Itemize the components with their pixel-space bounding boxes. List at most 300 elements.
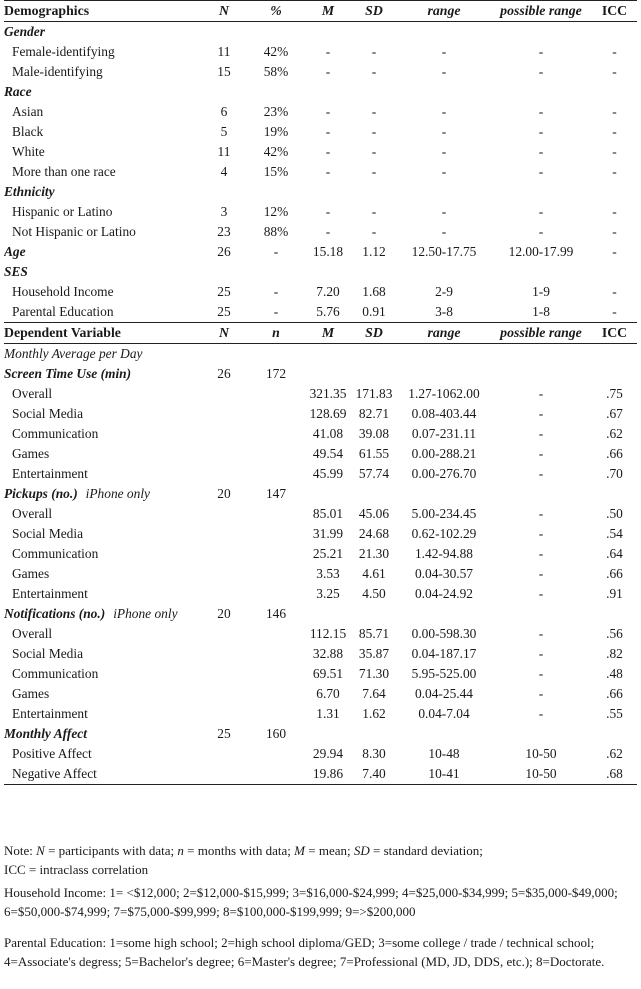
- table-row: [4, 664, 637, 684]
- table-cell: 1.62: [362, 706, 386, 721]
- table-cell: 12%: [263, 204, 289, 219]
- table-cell: [202, 404, 246, 424]
- table-cell: [202, 764, 246, 785]
- table-cell: .68: [592, 764, 637, 785]
- table-cell: 23: [217, 224, 231, 239]
- table-cell: 35.87: [358, 646, 390, 661]
- table-cell: 45.99: [312, 466, 344, 481]
- table-cell: [202, 544, 246, 564]
- note-n-definition: = participants with data;: [44, 843, 178, 858]
- table-cell: 0.04-24.92: [414, 586, 474, 601]
- row-label-text: Not Hispanic or Latino: [12, 224, 136, 239]
- note-small-n-symbol: n: [177, 843, 184, 858]
- table-row: [4, 704, 637, 724]
- table-cell: 0.04-187.17: [411, 646, 477, 661]
- row-label: [4, 202, 202, 222]
- table-cell: [398, 484, 490, 504]
- table-cell: .66: [606, 686, 623, 701]
- table-cell: [398, 724, 490, 744]
- table-cell: -: [371, 224, 377, 239]
- table-cell: 0.04-30.57: [414, 566, 474, 581]
- table-cell: [246, 584, 306, 604]
- table-cell: 39.08: [358, 426, 390, 441]
- table-row: [4, 404, 637, 424]
- table-cell: 321.35: [309, 386, 347, 401]
- row-label: [4, 704, 202, 724]
- table-cell: 5: [220, 124, 228, 139]
- table-cell: -: [441, 224, 447, 239]
- table-row: [4, 122, 637, 142]
- table-cell: [350, 364, 398, 384]
- row-label-text: Age: [4, 244, 26, 259]
- table-cell: -: [612, 44, 617, 59]
- table-cell: -: [325, 224, 331, 239]
- table-cell: -: [538, 446, 544, 461]
- row-label: [4, 242, 202, 262]
- row-label-text: Negative Affect: [12, 766, 97, 781]
- row-label: [4, 62, 202, 82]
- table-cell: -: [538, 426, 544, 441]
- table-cell: 171.83: [355, 386, 393, 401]
- table-cell: 41.08: [312, 426, 344, 441]
- table-cell: 1.31: [316, 706, 340, 721]
- column-header: %: [246, 1, 306, 22]
- table-row: [4, 624, 637, 644]
- note-sd-definition: = standard deviation;: [369, 843, 483, 858]
- column-header: Demographics: [4, 1, 202, 22]
- table-cell: 85.71: [358, 626, 390, 641]
- table-cell: -: [538, 526, 544, 541]
- subtitle-row: [4, 344, 637, 365]
- table-cell: -: [371, 204, 377, 219]
- table-cell: 21.30: [358, 546, 390, 561]
- row-label: [4, 544, 202, 564]
- table-cell: [246, 544, 306, 564]
- row-label-text: Asian: [12, 104, 44, 119]
- column-header: M: [306, 1, 350, 22]
- table-cell: -: [538, 204, 544, 219]
- table-row: [4, 444, 637, 464]
- row-label: [4, 664, 202, 684]
- section-heading: Gender: [4, 24, 45, 39]
- table-row: [4, 764, 637, 785]
- table-cell: .91: [606, 586, 623, 601]
- table-cell: 3: [220, 204, 228, 219]
- row-label-text: Black: [12, 124, 44, 139]
- table-cell: [490, 484, 592, 504]
- table-cell: 12.00-17.99: [508, 244, 574, 259]
- table-cell: 11: [217, 44, 231, 59]
- row-label-text: Social Media: [12, 646, 84, 661]
- table-cell: [202, 384, 246, 404]
- table-cell: -: [325, 164, 331, 179]
- table-cell: [398, 364, 490, 384]
- table-cell: -: [325, 64, 331, 79]
- row-label: [4, 102, 202, 122]
- note-m-definition: = mean;: [305, 843, 354, 858]
- table-cell: 6: [220, 104, 228, 119]
- table-cell: 4.50: [362, 586, 386, 601]
- column-header: possible range: [490, 1, 592, 22]
- table-cell: [202, 444, 246, 464]
- row-label: [4, 142, 202, 162]
- table-cell: 88%: [263, 224, 289, 239]
- table-cell: -: [325, 144, 331, 159]
- table-cell: 42%: [263, 144, 289, 159]
- table-cell: [592, 484, 637, 504]
- table-cell: 5.95-525.00: [411, 666, 477, 681]
- table-cell: 0.08-403.44: [411, 406, 477, 421]
- table-cell: -: [371, 164, 377, 179]
- table-cell: -: [273, 244, 279, 259]
- row-label: [4, 724, 202, 744]
- row-label-text: White: [12, 144, 45, 159]
- table-cell: [246, 684, 306, 704]
- table-cell: 0.04-7.04: [418, 706, 470, 721]
- row-label-text: Screen Time Use (min): [4, 366, 132, 381]
- note-prefix: Note:: [4, 843, 37, 858]
- table-cell: -: [441, 44, 447, 59]
- row-label: [4, 364, 202, 384]
- row-label-text: Communication: [12, 426, 99, 441]
- table-cell: 1.68: [362, 284, 386, 299]
- row-label-text: Games: [12, 566, 50, 581]
- table-cell: 4.61: [362, 566, 386, 581]
- table-cell: 26: [217, 366, 231, 381]
- row-label-text: Notifications (no.): [4, 606, 106, 621]
- row-label-text: Parental Education: [12, 304, 114, 319]
- table-row: [4, 724, 637, 744]
- table-cell: -: [612, 64, 617, 79]
- table-cell: 29.94: [312, 746, 344, 761]
- table-cell: [202, 624, 246, 644]
- row-label: [4, 444, 202, 464]
- table-cell: 7.40: [350, 764, 398, 785]
- table-cell: 10-41: [398, 764, 490, 785]
- row-label: [4, 162, 202, 182]
- table-cell: -: [538, 224, 544, 239]
- table-cell: [306, 484, 350, 504]
- row-label: [4, 584, 202, 604]
- table-cell: -: [538, 386, 544, 401]
- table-row: [4, 242, 637, 262]
- section-heading-row: [4, 22, 637, 43]
- table-cell: -: [371, 44, 377, 59]
- table-cell: .82: [606, 646, 623, 661]
- table-cell: [202, 524, 246, 544]
- row-label-text: Overall: [12, 386, 53, 401]
- row-label: [4, 282, 202, 302]
- section-heading-row: [4, 262, 637, 282]
- table-row: [4, 744, 637, 764]
- table-cell: 4: [220, 164, 228, 179]
- table-cell: -: [441, 164, 447, 179]
- row-label-text: Entertainment: [12, 466, 88, 481]
- table-cell: -: [441, 104, 447, 119]
- column-header: SD: [350, 1, 398, 22]
- table-cell: 7.64: [362, 686, 386, 701]
- table-cell: 0.62-102.29: [411, 526, 477, 541]
- note-n-symbol: N: [36, 843, 45, 858]
- table-cell: .66: [606, 446, 623, 461]
- row-label-text: Overall: [12, 506, 53, 521]
- table-row: [4, 384, 637, 404]
- table-cell: -: [371, 104, 377, 119]
- table-cell: 1-9: [532, 284, 550, 299]
- table-cell: -: [538, 666, 544, 681]
- table-row: [4, 584, 637, 604]
- table-cell: 15: [217, 64, 231, 79]
- table-row: [4, 484, 637, 504]
- table-cell: 19%: [263, 124, 289, 139]
- table-cell: 11: [217, 144, 231, 159]
- table-row: [4, 282, 637, 302]
- table-cell: -: [538, 124, 544, 139]
- table-cell: 58%: [263, 64, 289, 79]
- table-row: [4, 464, 637, 484]
- table-cell: 26: [217, 244, 231, 259]
- column-header: ICC: [592, 1, 637, 22]
- table-cell: [490, 364, 592, 384]
- table-cell: 31.99: [312, 526, 344, 541]
- column-header: possible range: [490, 323, 592, 344]
- table-cell: 19.86: [306, 764, 350, 785]
- table-cell: -: [538, 686, 544, 701]
- table-cell: [246, 564, 306, 584]
- table-cell: -: [612, 144, 617, 159]
- row-label-text: Entertainment: [12, 706, 88, 721]
- table-cell: 0.04-25.44: [414, 686, 474, 701]
- table-cell: -: [538, 144, 544, 159]
- table-cell: 0.00-276.70: [411, 466, 477, 481]
- table-cell: 2-9: [435, 284, 453, 299]
- table-cell: 32.88: [312, 646, 344, 661]
- column-header: M: [306, 323, 350, 344]
- table-cell: [306, 724, 350, 744]
- table-cell: [246, 704, 306, 724]
- row-label: [4, 624, 202, 644]
- row-label: [4, 384, 202, 404]
- row-label-text: Games: [12, 686, 50, 701]
- table-cell: [246, 644, 306, 664]
- table-cell: -: [538, 706, 544, 721]
- table-cell: 128.69: [309, 406, 347, 421]
- table-cell: 25: [217, 284, 231, 299]
- table-cell: -: [441, 144, 447, 159]
- table-cell: 1.12: [362, 244, 386, 259]
- row-label-text: Household Income: [12, 284, 114, 299]
- table-cell: -: [612, 204, 617, 219]
- table-row: [4, 302, 637, 323]
- table-cell: -: [612, 244, 617, 259]
- table-cell: .64: [606, 546, 623, 561]
- row-label-text: Social Media: [12, 406, 84, 421]
- table-cell: 71.30: [358, 666, 390, 681]
- table-cell: .55: [606, 706, 623, 721]
- section-heading-row: [4, 182, 637, 202]
- row-label-text: Hispanic or Latino: [12, 204, 113, 219]
- table-cell: 6.70: [316, 686, 340, 701]
- table-cell: 8.30: [362, 746, 386, 761]
- section-heading-row: [4, 82, 637, 102]
- row-label: [4, 504, 202, 524]
- table-cell: 15%: [263, 164, 289, 179]
- table-cell: [246, 524, 306, 544]
- table-row: [4, 504, 637, 524]
- table-cell: -: [441, 204, 447, 219]
- table-row: [4, 162, 637, 182]
- table-row: [4, 524, 637, 544]
- row-label: [4, 684, 202, 704]
- column-header: ICC: [592, 323, 637, 344]
- table-cell: 69.51: [312, 666, 344, 681]
- table-cell: [202, 464, 246, 484]
- table-cell: [592, 364, 637, 384]
- table-cell: [246, 444, 306, 464]
- table-cell: [246, 404, 306, 424]
- table-cell: -: [538, 44, 544, 59]
- table-cell: .50: [606, 506, 623, 521]
- table-cell: [246, 664, 306, 684]
- row-label-text: Games: [12, 446, 50, 461]
- table-row: [4, 222, 637, 242]
- table-cell: [350, 484, 398, 504]
- table-cell: 0.00-288.21: [411, 446, 477, 461]
- table-cell: .75: [606, 386, 623, 401]
- row-label: [4, 744, 202, 764]
- table-cell: 20: [217, 606, 231, 621]
- row-label: [4, 524, 202, 544]
- table-row: [4, 202, 637, 222]
- table-cell: -: [325, 44, 331, 59]
- table-cell: -: [325, 204, 331, 219]
- table-cell: [246, 764, 306, 785]
- table-cell: -: [325, 104, 331, 119]
- table-cell: -: [273, 304, 279, 319]
- table-cell: 45.06: [358, 506, 390, 521]
- table-cell: -: [538, 104, 544, 119]
- table-cell: 3-8: [435, 304, 453, 319]
- table-cell: 10-48: [428, 746, 460, 761]
- row-label: [4, 222, 202, 242]
- table-cell: 25: [217, 304, 231, 319]
- row-label-text: Pickups (no.): [4, 486, 78, 501]
- demographics-header-row: [4, 1, 637, 22]
- table-cell: [246, 424, 306, 444]
- note-sd-symbol: SD: [353, 843, 370, 858]
- table-cell: 61.55: [358, 446, 390, 461]
- table-cell: 12.50-17.75: [411, 244, 477, 259]
- table-row: [4, 684, 637, 704]
- table-cell: 1-8: [532, 304, 550, 319]
- table-row: [4, 424, 637, 444]
- dependent-header-row: [4, 323, 637, 344]
- table-cell: [246, 744, 306, 764]
- table-cell: -: [538, 546, 544, 561]
- table-cell: 1.42-94.88: [414, 546, 474, 561]
- table-cell: -: [371, 64, 377, 79]
- column-header: Dependent Variable: [4, 323, 202, 344]
- table-cell: -: [612, 164, 617, 179]
- table-cell: -: [325, 124, 331, 139]
- table-cell: -: [538, 566, 544, 581]
- table-cell: 24.68: [358, 526, 390, 541]
- row-label-text: Communication: [12, 546, 99, 561]
- table-cell: [592, 604, 637, 624]
- table-cell: .62: [606, 746, 623, 761]
- table-cell: .48: [606, 666, 623, 681]
- table-cell: -: [612, 124, 617, 139]
- table-cell: 7.20: [316, 284, 340, 299]
- table-cell: 0.91: [362, 304, 386, 319]
- table-cell: 85.01: [312, 506, 344, 521]
- table-cell: -: [441, 124, 447, 139]
- table-cell: 5.00-234.45: [411, 506, 477, 521]
- table-cell: 49.54: [312, 446, 344, 461]
- table-cell: 23%: [263, 104, 289, 119]
- table-cell: -: [371, 124, 377, 139]
- column-header: N: [202, 323, 246, 344]
- table-row: [4, 604, 637, 624]
- table-cell: -: [371, 144, 377, 159]
- column-header: N: [202, 1, 246, 22]
- table-cell: .70: [606, 466, 623, 481]
- table-cell: [202, 744, 246, 764]
- parental-education-key: Parental Education: 1=some high school; 2=high school diploma/GED; 3=some college / trade / technical school; 4=Associate's degress; 5=Bachelor's degree; 6=Master's degree; 7=Professional (MD, JD, DDS, etc.); 8=Doctorate.: [4, 935, 605, 969]
- row-label-text: Positive Affect: [12, 746, 92, 761]
- row-label-text: Communication: [12, 666, 99, 681]
- table-cell: -: [612, 304, 617, 319]
- descriptive-statistics-table: [4, 0, 637, 785]
- table-row: [4, 644, 637, 664]
- table-row: [4, 62, 637, 82]
- table-cell: [246, 464, 306, 484]
- table-cell: 0.07-231.11: [411, 426, 477, 441]
- table-cell: 15.18: [312, 244, 344, 259]
- table-cell: [246, 504, 306, 524]
- table-cell: -: [538, 586, 544, 601]
- column-header: range: [398, 1, 490, 22]
- table-cell: -: [538, 506, 544, 521]
- table-cell: [490, 724, 592, 744]
- table-cell: -: [538, 646, 544, 661]
- table-cell: -: [538, 626, 544, 641]
- table-cell: [306, 604, 350, 624]
- row-label-suffix: iPhone only: [113, 606, 178, 621]
- table-cell: -: [538, 466, 544, 481]
- table-row: [4, 544, 637, 564]
- table-cell: 10-50: [525, 746, 557, 761]
- table-cell: -: [612, 104, 617, 119]
- table-row: [4, 42, 637, 62]
- row-label-text: Female-identifying: [12, 44, 115, 59]
- table-cell: [246, 624, 306, 644]
- row-label: [4, 564, 202, 584]
- row-label-text: Overall: [12, 626, 53, 641]
- table-cell: [246, 384, 306, 404]
- table-cell: 20: [217, 486, 231, 501]
- table-cell: [202, 504, 246, 524]
- note-icc-definition: ICC = intraclass correlation: [4, 861, 149, 877]
- household-income-key: Household Income: 1= <$12,000; 2=$12,000-$15,999; 3=$16,000-$24,999; 4=$25,000-$34,999; 5=$35,000-$49,000; 6=$50,000-$74,999; 7=$75,000-$99,999; 8=$100,000-$199,999; 9=>$200,000: [4, 885, 618, 919]
- table-cell: 147: [265, 486, 287, 501]
- table-cell: [592, 724, 637, 744]
- table-subtitle: Monthly Average per Day: [4, 346, 143, 361]
- table-cell: 25.21: [312, 546, 344, 561]
- table-row: [4, 142, 637, 162]
- table-cell: [202, 424, 246, 444]
- row-label-text: Monthly Affect: [4, 726, 87, 741]
